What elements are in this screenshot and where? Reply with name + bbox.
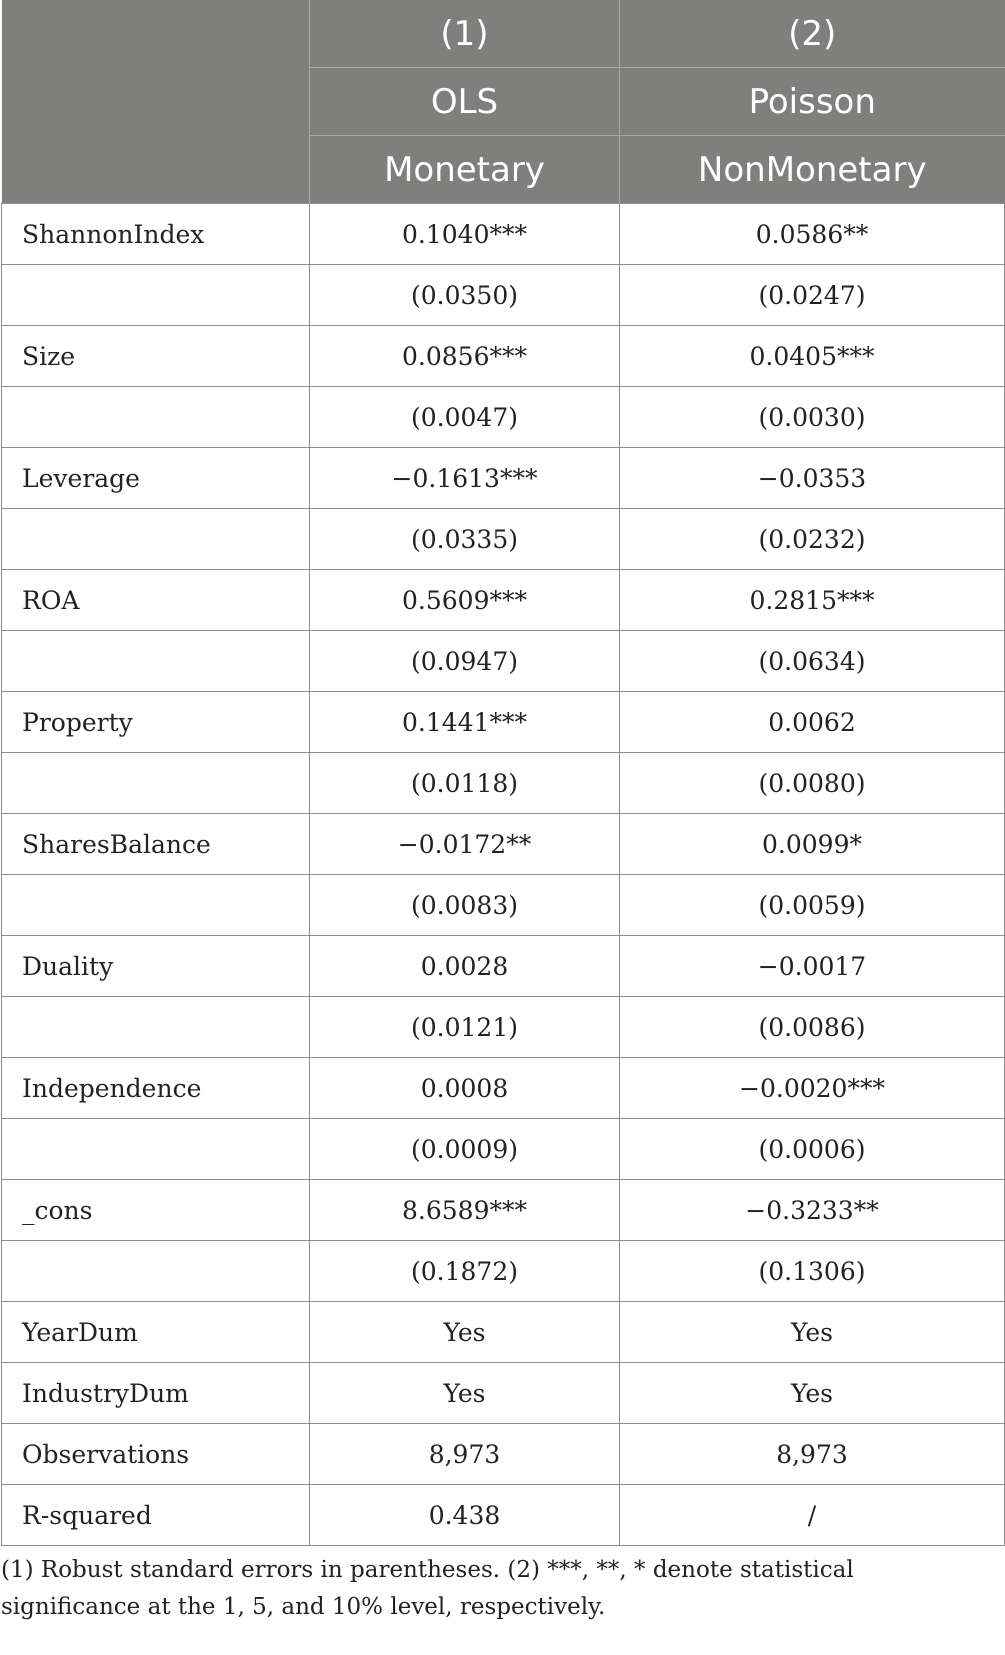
- table-row: [2, 204, 1005, 265]
- table-row: [2, 265, 1005, 326]
- table-row: [2, 875, 1005, 936]
- header-col2-dependent: NonMonetary: [620, 136, 1005, 204]
- header-col2-method: Poisson: [620, 68, 1005, 136]
- col1-value-cell: (0.0009): [310, 1119, 620, 1180]
- col2-value-cell: 0.0586**: [620, 204, 1005, 265]
- row-label-cell: [2, 1241, 310, 1302]
- table-header: [2, 0, 1005, 204]
- col2-value-cell: Yes: [620, 1302, 1005, 1363]
- header-col1-dependent: Monetary: [310, 136, 620, 204]
- table-body: [2, 204, 1005, 1546]
- col2-value-cell: −0.0017: [620, 936, 1005, 997]
- row-label-cell: IndustryDum: [2, 1363, 310, 1424]
- col1-value-cell: 0.1040***: [310, 204, 620, 265]
- col2-value-cell: −0.0020***: [620, 1058, 1005, 1119]
- header-col1-method: OLS: [310, 68, 620, 136]
- header-col1-number: (1): [310, 0, 620, 68]
- table-row: [2, 753, 1005, 814]
- row-label-cell: R-squared: [2, 1485, 310, 1546]
- row-label-cell: [2, 265, 310, 326]
- row-label-cell: [2, 509, 310, 570]
- col1-value-cell: (0.0335): [310, 509, 620, 570]
- row-label-cell: YearDum: [2, 1302, 310, 1363]
- table-row: [2, 1485, 1005, 1546]
- col2-value-cell: 8,973: [620, 1424, 1005, 1485]
- row-label-cell: [2, 997, 310, 1058]
- table-row: [2, 1241, 1005, 1302]
- col1-value-cell: 0.5609***: [310, 570, 620, 631]
- row-label-cell: Property: [2, 692, 310, 753]
- row-label-cell: Duality: [2, 936, 310, 997]
- row-label-cell: ROA: [2, 570, 310, 631]
- row-label-cell: [2, 631, 310, 692]
- col1-value-cell: 0.0856***: [310, 326, 620, 387]
- col1-value-cell: 0.438: [310, 1485, 620, 1546]
- table-row: [2, 692, 1005, 753]
- header-col2-number: (2): [620, 0, 1005, 68]
- col1-value-cell: Yes: [310, 1363, 620, 1424]
- table-row: [2, 387, 1005, 448]
- col1-value-cell: (0.0947): [310, 631, 620, 692]
- row-label-cell: Independence: [2, 1058, 310, 1119]
- table-row: [2, 936, 1005, 997]
- col2-value-cell: (0.0080): [620, 753, 1005, 814]
- col1-value-cell: (0.0047): [310, 387, 620, 448]
- table-row: [2, 814, 1005, 875]
- row-label-cell: Size: [2, 326, 310, 387]
- row-label-cell: ShannonIndex: [2, 204, 310, 265]
- col1-value-cell: (0.0350): [310, 265, 620, 326]
- table-row: [2, 1058, 1005, 1119]
- header-row-column-numbers: [2, 0, 1005, 68]
- row-label-cell: [2, 753, 310, 814]
- table-row: [2, 509, 1005, 570]
- col2-value-cell: (0.0232): [620, 509, 1005, 570]
- table-footnote: (1) Robust standard errors in parentheses. (2) ***, **, * denote statistical significance at the 1, 5, and 10% level, respectively.: [1, 1557, 854, 1620]
- header-corner-cell: [2, 0, 310, 204]
- row-label-cell: SharesBalance: [2, 814, 310, 875]
- col2-value-cell: −0.3233**: [620, 1180, 1005, 1241]
- col2-value-cell: Yes: [620, 1363, 1005, 1424]
- table-row: [2, 448, 1005, 509]
- col2-value-cell: 0.0062: [620, 692, 1005, 753]
- col2-value-cell: (0.0030): [620, 387, 1005, 448]
- table-row: [2, 631, 1005, 692]
- table-row: [2, 1424, 1005, 1485]
- col1-value-cell: (0.0083): [310, 875, 620, 936]
- table-row: [2, 1363, 1005, 1424]
- col1-value-cell: Yes: [310, 1302, 620, 1363]
- row-label-cell: _cons: [2, 1180, 310, 1241]
- col2-value-cell: (0.0086): [620, 997, 1005, 1058]
- table-row: [2, 570, 1005, 631]
- col1-value-cell: 8.6589***: [310, 1180, 620, 1241]
- row-label-cell: [2, 875, 310, 936]
- row-label-cell: [2, 387, 310, 448]
- row-label-cell: Leverage: [2, 448, 310, 509]
- col2-value-cell: /: [620, 1485, 1005, 1546]
- table-row: [2, 1180, 1005, 1241]
- col1-value-cell: (0.0118): [310, 753, 620, 814]
- col1-value-cell: (0.1872): [310, 1241, 620, 1302]
- col2-value-cell: (0.0059): [620, 875, 1005, 936]
- row-label-cell: Observations: [2, 1424, 310, 1485]
- table-row: [2, 1302, 1005, 1363]
- col2-value-cell: (0.0634): [620, 631, 1005, 692]
- col2-value-cell: 0.0099*: [620, 814, 1005, 875]
- col2-value-cell: 0.0405***: [620, 326, 1005, 387]
- table-row: [2, 997, 1005, 1058]
- col1-value-cell: 0.1441***: [310, 692, 620, 753]
- col1-value-cell: 8,973: [310, 1424, 620, 1485]
- col2-value-cell: (0.0247): [620, 265, 1005, 326]
- table-row: [2, 1119, 1005, 1180]
- col1-value-cell: −0.1613***: [310, 448, 620, 509]
- col2-value-cell: −0.0353: [620, 448, 1005, 509]
- col1-value-cell: (0.0121): [310, 997, 620, 1058]
- table-row: [2, 326, 1005, 387]
- col2-value-cell: 0.2815***: [620, 570, 1005, 631]
- col1-value-cell: −0.0172**: [310, 814, 620, 875]
- col2-value-cell: (0.1306): [620, 1241, 1005, 1302]
- col1-value-cell: 0.0008: [310, 1058, 620, 1119]
- row-label-cell: [2, 1119, 310, 1180]
- col2-value-cell: (0.0006): [620, 1119, 1005, 1180]
- regression-table: [1, 0, 1005, 1546]
- col1-value-cell: 0.0028: [310, 936, 620, 997]
